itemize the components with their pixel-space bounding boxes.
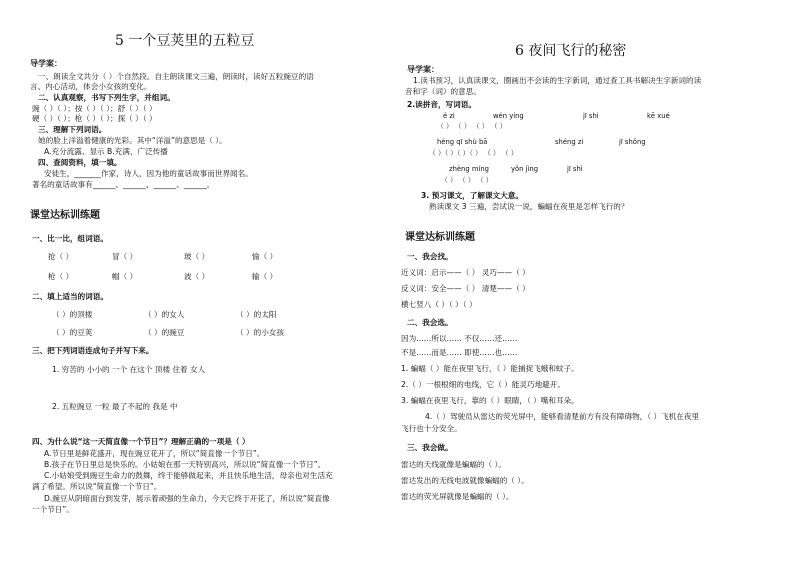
phrase-item: （ ）的豌豆 [144,328,185,337]
practice-2: 二、填上适当的词语。 [32,292,108,301]
pinyin-item: wén yíng [493,112,524,120]
phrase-item: （ ）的小女孩 [236,328,284,337]
word-item: 愉（ ） [252,252,278,261]
pinyin-item: jī shi [583,112,599,120]
pinyin-row2 [437,138,679,147]
pinyin-item: é zi [443,112,455,120]
guide-1b: 言、内心活动，体会小女孩的变化。 [30,82,152,91]
practice-3: 三、我会做。 [407,443,453,452]
guide-2: 二、认真观察，书写下列生字，并组词。 [38,93,175,102]
answer-boxes-row1: （ ） （ ） （ ） （ ） [437,122,507,130]
word-item: 抢（ ） [48,252,74,261]
word-item: 帽（ ） [112,272,138,281]
word-item: 波（ ） [184,272,210,281]
guide-2-row1: 豌（ ）（ ）；按（ ）（ ）；舒（ ）（ ） [32,104,157,113]
word-item: 玻（ ） [184,252,210,261]
pinyin-item: kē xué [647,112,670,120]
phrase-item: （ ）的太阳 [236,310,277,319]
guide-4a: 安徒生，_______作家，诗人，因为他的童话故事而世界闻名。 [44,169,253,178]
practice-1: 一、我会找。 [407,252,453,261]
pinyin-item: jī shǒng [619,138,646,146]
pinyin-item: zhèng míng [449,165,489,173]
practice-2-item4: 4.（ ）驾驶员从雷达的荧光屏中，能够看清楚前方有没有障碍物，（ ）飞机在夜里 [425,412,700,421]
practice-2-row2 [52,328,326,338]
option-b: B.孩子在节日里总是快乐的。小姑娘在那一天特别高兴，所以说“简直像一个节日”。 [44,460,326,469]
practice-heading: 课堂达标训练题 [405,232,475,243]
practice-2-item4-cont: 飞行也十分安全。 [401,424,462,433]
pinyin-item: héng qī shù bā [437,138,488,146]
practice-2-row1 [52,310,326,320]
pinyin-item: jī shì [567,165,583,173]
lesson-6-title: 6 夜间飞行的秘密 [515,43,627,59]
practice-1b: 反义词：安全——（ ） 清楚——（ ） [401,284,530,293]
word-item: 输（ ） [252,272,278,281]
lesson-5-title: 5 一个豆荚里的五粒豆 [115,33,255,49]
guide-heading: 导学案： [407,65,439,74]
option-c-cont: 满了希望。所以说“简直像一个节日”。 [32,482,162,491]
practice-2-item1: 1. 蝙蝠（ ）能在夜里飞行，（ ）能捕捉飞蛾和蚊子。 [401,364,579,373]
phrase-item: （ ）的顶楼 [52,310,93,319]
phrase-item: （ ）的豆荚 [52,328,93,337]
guide-1b: 音和字（词）的意思。 [405,87,481,96]
option-c: C.小姑娘受到豌豆生命力的鼓舞，终于能够做起来，并且快乐地生活，母亲也对生活充 [44,471,333,480]
guide-heading: 导学案： [30,59,62,68]
practice-3b: 雷达发出的无线电波就像蝙蝠的（ ）。 [401,476,529,485]
practice-3a: 雷达的天线就像是蝙蝠的（ ）。 [401,460,506,469]
guide-3: 三、理解下列词语。 [38,125,107,134]
practice-3: 三、把下列词语连成句子并写下来。 [32,346,154,355]
practice-heading: 课堂达标训练题 [30,210,100,221]
practice-2-options1: 因为……所以…… 不仅……还…… [401,334,518,343]
guide-4b: 著名的童话故事有______、______、______、______。 [32,180,215,189]
practice-1: 一、比一比，组词语。 [32,234,108,243]
answer-boxes-row2: （ ）（ ）（ ）（ ） （ ） （ ） [429,149,518,157]
option-d: D.豌豆从阴暗面台到发芽，展示着顽强的生命力，今天它终于开花了，所以说“简直像 [44,494,330,503]
option-a: A.节日里是鲜花盛开，现在豌豆花开了，所以“简直像一个节日”。 [44,449,265,458]
word-item: 冒（ ） [112,252,138,261]
guide-1: 一、朗读全文共分（ ）个自然段。自主朗读课文三遍，朗读时，读好五粒豌豆的语 [38,72,314,81]
practice-3-item1: 1. 穷苦的 小小的 一个 在这个 顶楼 住着 女人 [52,365,206,374]
guide-4: 四、查阅资料，填一填。 [38,158,122,167]
guide-3: 3. 预习课文，了解课文大意。 [421,191,523,200]
word-item: 枪（ ） [48,272,74,281]
practice-1a: 近义词：启示——（ ） 灵巧——（ ） [401,268,530,277]
pinyin-row3 [449,165,617,174]
practice-2-options2: 不是……而是…… 即使……也…… [401,348,518,357]
pinyin-item: yǒn jìng [511,165,539,173]
practice-3-item2: 2. 五粒豌豆 一粒 最了不起的 我是 中 [52,402,178,411]
guide-3a: 她的脸上洋溢着健康的光彩。其中“洋溢”的意思是（ ）。 [38,136,227,145]
guide-2-row2: 硬（ ）（ ）；枪（ ）（ ）；探（ ）（ ） [32,114,157,123]
option-d-cont: 一个节日”。 [32,505,74,514]
guide-3b: A.充分流露、显示 B.充满、广泛传播 [44,147,168,156]
practice-2-item2: 2.（ ）一根根细的电线，它（ ）能灵巧地避开。 [401,380,565,389]
practice-1-row1 [48,252,316,262]
practice-1c: 横七竖八（ ）（ ）（ ） [401,300,477,309]
practice-3c: 雷达的荧光屏就像是蝙蝠的（ ）。 [401,492,514,501]
practice-2-item3: 3. 蝙蝠在夜里飞行，靠的（ ）眼睛，（ ）嘴和耳朵。 [401,396,579,405]
guide-1: 1.读书预习，认真读课文，圈画出不会读的生字新词，通过查工具书解决生字新词的读 [413,76,702,85]
practice-2: 二、我会选。 [407,318,453,327]
guide-2: 2.读拼音，写词语。 [407,100,476,109]
practice-1-row2 [48,272,316,282]
guide-3a: 熟读课文 3 三遍，尝试说一说，蝙蝠在夜里是怎样飞行的？ [429,202,629,211]
practice-4: 四、为什么说“这一天简直像一个节日”？理解正确的一项是（ ） [32,437,250,446]
phrase-item: （ ）的女人 [144,310,185,319]
pinyin-row1 [443,112,707,121]
answer-boxes-row3: （ ） （ ） （ ） [441,176,493,184]
pinyin-item: shéng zi [555,138,584,146]
